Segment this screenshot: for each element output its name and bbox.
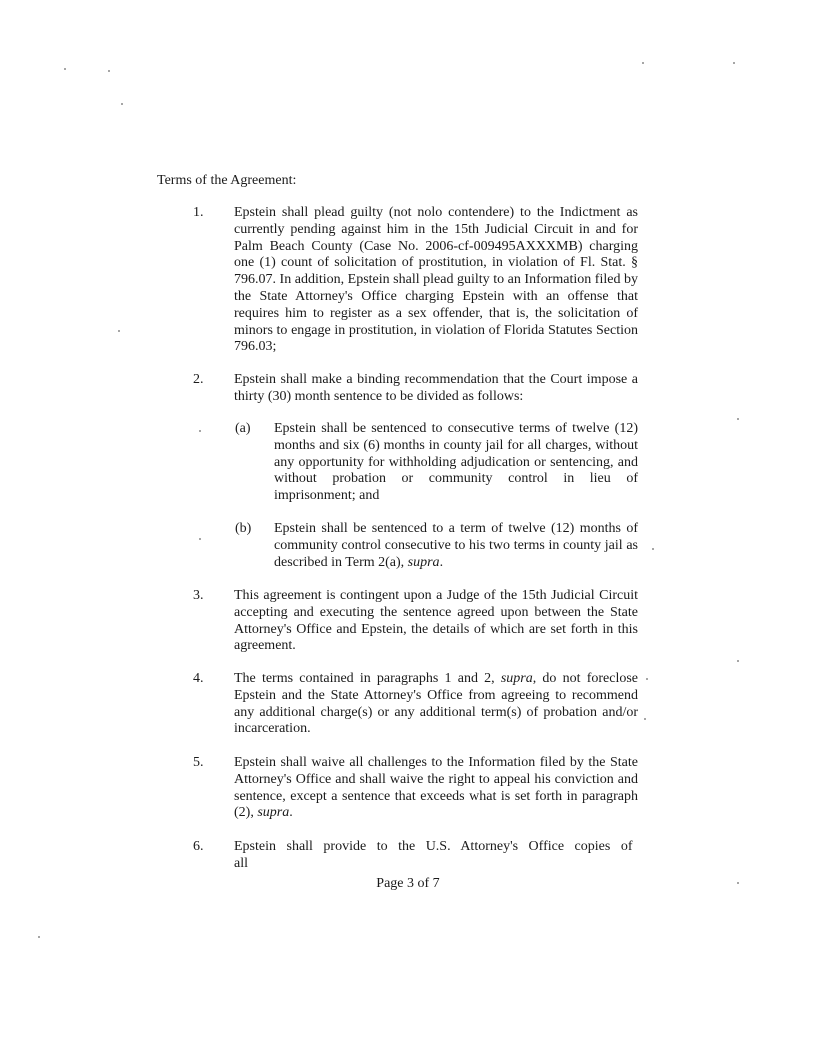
term-text: This agreement is contingent upon a Judge of the 15th Judicial Circuit accepting and executing the sentence agreed upon between the State Attorney's Office and Epstein, the details of which are set forth in this agreement. [234, 588, 638, 654]
scan-speck [199, 430, 201, 432]
term-number: 2. [193, 372, 204, 387]
scan-speck [108, 70, 110, 72]
subterm-letter: (b) [235, 521, 252, 536]
scan-speck [737, 418, 739, 420]
term-number: 6. [193, 839, 204, 854]
scan-speck [38, 936, 40, 938]
page-number-footer: Page 3 of 7 [376, 876, 440, 891]
section-heading: Terms of the Agreement: [157, 173, 297, 188]
term-text: The terms contained in paragraphs 1 and 2, supra, do not foreclose Epstein and the State Attorney's Office from agreeing to recommend any additional charge(s) or any additional term(s) of probation and/or incarceration. [234, 671, 638, 737]
term-text: Epstein shall plead guilty (not nolo contendere) to the Indictment as currently pending against him in the 15th Judicial Circuit in and for Palm Beach County (Case No. 2006-cf-009495AXXXMB) charging one (1) count of solicitation of prostitution, in violation of Fl. Stat. § 796.07. In addition, Epstein shall plead guilty to an Information filed by the State Attorney's Office charging Epstein with an offense that requires him to register as a sex offender, that is, the solicitation of minors to engage in prostitution, in violation of Florida Statutes Section 796.03; [234, 205, 638, 355]
subterm-letter: (a) [235, 421, 251, 436]
scan-speck [121, 103, 123, 105]
term-number: 4. [193, 671, 204, 686]
scan-speck [733, 62, 735, 64]
subterm-text: Epstein shall be sentenced to consecutive terms of twelve (12) months and six (6) months in county jail for all charges, without any opportunity for withholding adjudication or sentencing, and without probation or community control in lieu of imprisonment; and [274, 421, 638, 504]
term-number: 5. [193, 755, 204, 770]
scan-speck [646, 678, 648, 680]
scan-speck [64, 68, 66, 70]
subterm-text: Epstein shall be sentenced to a term of twelve (12) months of community control consecutive to his two terms in county jail as described in Term 2(a), supra. [274, 521, 638, 570]
scan-speck [737, 660, 739, 662]
term-number: 3. [193, 588, 204, 603]
scan-speck [118, 330, 120, 332]
term-text: Epstein shall provide to the U.S. Attorney's Office copies of all [234, 839, 633, 871]
term-number: 1. [193, 205, 204, 220]
scan-speck [199, 538, 201, 540]
term-text: Epstein shall make a binding recommendation that the Court impose a thirty (30) month sentence to be divided as follows: [234, 372, 638, 404]
scan-speck [644, 718, 646, 720]
term-text: Epstein shall waive all challenges to the Information filed by the State Attorney's Office and shall waive the right to appeal his conviction and sentence, except a sentence that exceeds what is set forth in paragraph (2), supra. [234, 755, 638, 821]
scan-speck [642, 62, 644, 64]
scan-speck [652, 548, 654, 550]
